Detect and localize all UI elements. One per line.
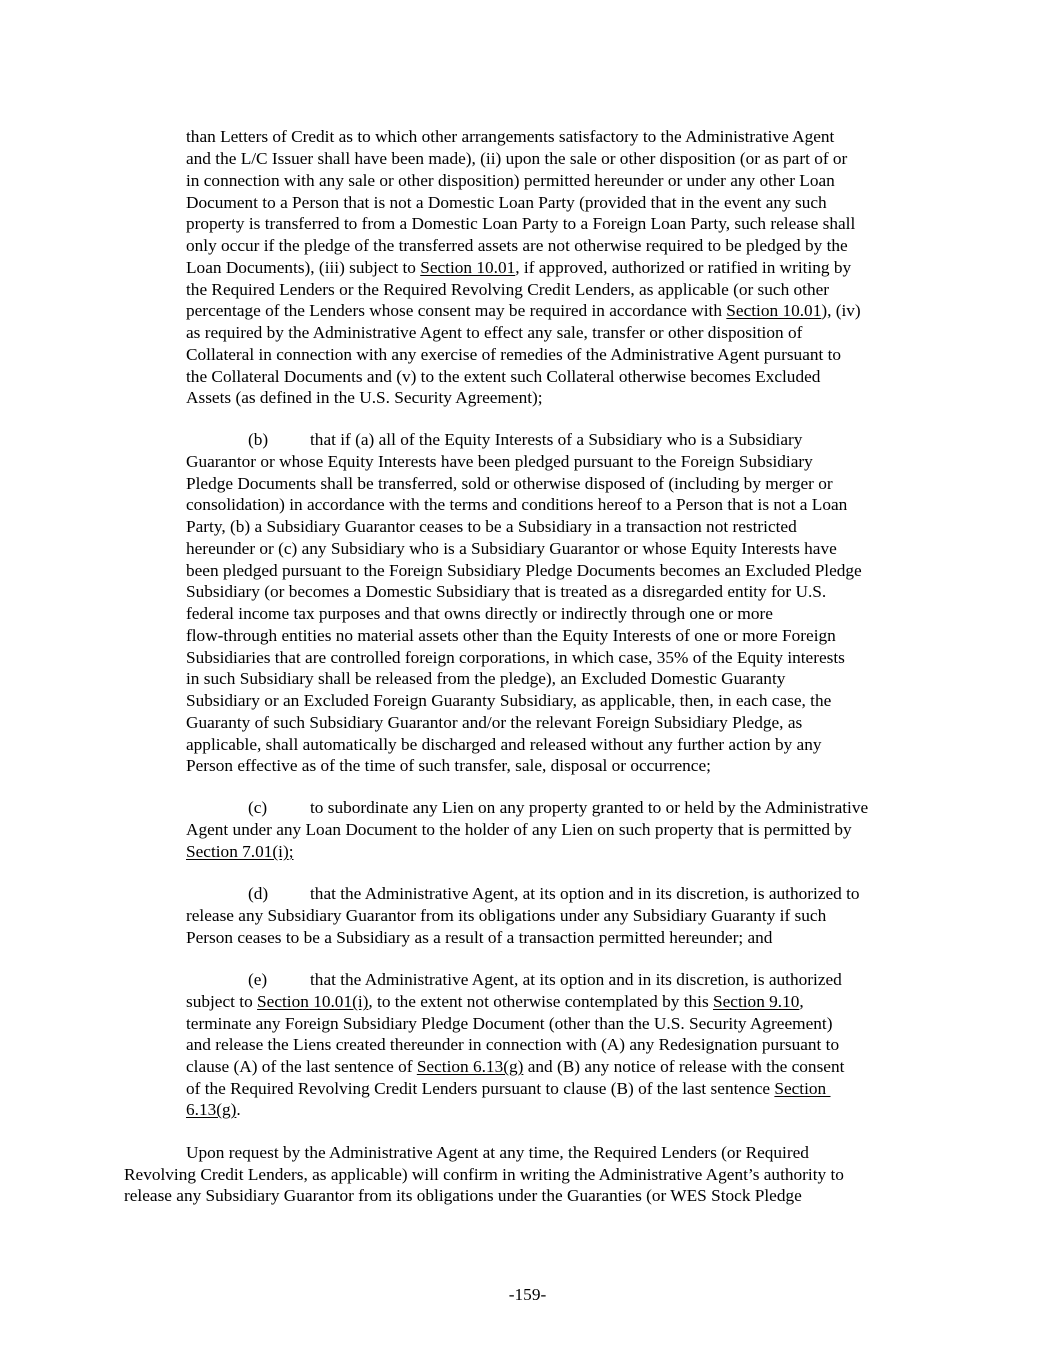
clause-label: (e) <box>248 970 268 989</box>
text-line: and the L/C Issuer shall have been made), (ii) upon the sale or other disposition (or as part of or <box>186 149 848 168</box>
text-run: ), (iv) <box>821 301 861 320</box>
text-line <box>186 841 294 863</box>
text-line: the Collateral Documents and (v) to the extent such Collateral otherwise becomes Excluded <box>186 367 821 386</box>
text-run: , <box>799 992 804 1011</box>
text-run: . <box>236 1100 241 1119</box>
section-reference-link[interactable]: Section <box>774 1079 831 1098</box>
section-reference-link[interactable]: Section 10.01(i) <box>257 992 369 1011</box>
text-run: that if (a) all of the Equity Interests of a Subsidiary who is a Subsidiary <box>310 430 803 449</box>
text-line: in connection with any sale or other disposition) permitted hereunder or under any other Loan <box>186 171 835 190</box>
text-line <box>248 883 860 905</box>
section-reference-link[interactable]: Section 10.01 <box>420 258 516 277</box>
text-line <box>186 1078 831 1100</box>
text-line: Subsidiary (or becomes a Domestic Subsidiary that is treated as a disregarded entity for U.S. <box>186 582 827 601</box>
text-line: consolidation) in accordance with the terms and conditions hereof to a Person that is not a Loan <box>186 495 848 514</box>
text-run: that the Administrative Agent, at its option and in its discretion, is authorized to <box>310 884 860 903</box>
section-reference-link[interactable]: Section 7.01(i) <box>186 842 289 861</box>
text-line: Subsidiaries that are controlled foreign corporations, in which case, 35% of the Equity interests <box>186 648 845 667</box>
text-line: Guarantor or whose Equity Interests have been pledged pursuant to the Foreign Subsidiary <box>186 452 813 471</box>
text-line: Party, (b) a Subsidiary Guarantor ceases to be a Subsidiary in a transaction not restricted <box>186 517 797 536</box>
text-line: in such Subsidiary shall be released from the pledge), an Excluded Domestic Guaranty <box>186 669 786 688</box>
text-run: clause (A) of the last sentence of <box>186 1057 417 1076</box>
text-line: Revolving Credit Lenders, as applicable) will confirm in writing the Administrative Agent’s authority to <box>124 1165 844 1184</box>
clause-label: (d) <box>248 884 269 903</box>
text-run: to subordinate any Lien on any property granted to or held by the Administrative <box>310 798 869 817</box>
text-line: Pledge Documents shall be transferred, sold or otherwise disposed of (including by merger or <box>186 474 833 493</box>
text-line: hereunder or (c) any Subsidiary who is a Subsidiary Guarantor or whose Equity Interests have <box>186 539 837 558</box>
text-line <box>248 969 842 991</box>
text-line: as required by the Administrative Agent to effect any sale, transfer or other disposition of <box>186 323 803 342</box>
text-line: applicable, shall automatically be discharged and released without any further action by any <box>186 735 822 754</box>
text-line: Upon request by the Administrative Agent at any time, the Required Lenders (or Required <box>186 1143 809 1162</box>
text-line: federal income tax purposes and that owns directly or indirectly through one or more <box>186 604 773 623</box>
text-line: terminate any Foreign Subsidiary Pledge Document (other than the U.S. Security Agreement) <box>186 1014 833 1033</box>
text-line <box>248 429 802 451</box>
text-line: Assets (as defined in the U.S. Security Agreement); <box>186 388 543 407</box>
text-line: than Letters of Credit as to which other arrangements satisfactory to the Administrative Agent <box>186 127 835 146</box>
text-line: the Required Lenders or the Required Revolving Credit Lenders, as applicable (or such other <box>186 280 830 299</box>
section-reference-link[interactable]: Section 6.13(g) <box>416 1057 524 1076</box>
page-number: -159- <box>508 1285 547 1304</box>
text-line <box>186 991 804 1013</box>
text-line: release any Subsidiary Guarantor from its obligations under the Guaranties (or WES Stock Pledge <box>124 1186 802 1205</box>
text-run: , if approved, authorized or ratified in writing by <box>515 258 852 277</box>
text-line: and release the Liens created thereunder in connection with (A) any Redesignation pursuant to <box>186 1035 840 1054</box>
text-run: Loan Documents), (iii) subject to <box>186 258 421 277</box>
text-run: ; <box>288 842 294 861</box>
text-line <box>186 300 861 322</box>
section-reference-link[interactable]: 6.13(g) <box>186 1100 237 1119</box>
text-line: Subsidiary or an Excluded Foreign Guaranty Subsidiary, as applicable, then, in each case, the <box>186 691 832 710</box>
text-line <box>186 257 851 279</box>
text-line: property is transferred to from a Domestic Loan Party to a Foreign Loan Party, such release shall <box>186 214 856 233</box>
text-line: Document to a Person that is not a Domestic Loan Party (provided that in the event any such <box>186 193 827 212</box>
text-line: flow-through entities no material assets other than the Equity Interests of one or more Foreign <box>186 626 836 645</box>
text-line <box>186 1099 241 1121</box>
section-reference-link[interactable]: Section 9.10 <box>713 992 800 1011</box>
text-line: Collateral in connection with any exercise of remedies of the Administrative Agent pursuant to <box>186 345 842 364</box>
text-run: subject to <box>186 992 258 1011</box>
text-run: that the Administrative Agent, at its option and in its discretion, is authorized <box>310 970 842 989</box>
clause-label: (c) <box>248 798 268 817</box>
text-line: only occur if the pledge of the transferred assets are not otherwise required to be pledged by the <box>186 236 848 255</box>
clause-label: (b) <box>248 430 269 449</box>
section-reference-link[interactable]: Section 10.01 <box>726 301 822 320</box>
text-line: Agent under any Loan Document to the holder of any Lien on such property that is permitted by <box>186 820 852 839</box>
text-line: Person effective as of the time of such transfer, sale, disposal or occurrence; <box>186 756 711 775</box>
text-line: release any Subsidiary Guarantor from its obligations under any Subsidiary Guaranty if such <box>186 906 827 925</box>
text-run: percentage of the Lenders whose consent may be required in accordance with <box>186 301 727 320</box>
text-line <box>186 1056 844 1078</box>
text-line <box>248 797 868 819</box>
text-run: , to the extent not otherwise contemplated by this <box>368 992 713 1011</box>
text-line: been pledged pursuant to the Foreign Subsidiary Pledge Documents becomes an Excluded Pledge <box>186 561 862 580</box>
text-line: Person ceases to be a Subsidiary as a result of a transaction permitted hereunder; and <box>186 928 773 947</box>
text-line: Guaranty of such Subsidiary Guarantor and/or the relevant Foreign Subsidiary Pledge, as <box>186 713 803 732</box>
text-run: of the Required Revolving Credit Lenders pursuant to clause (B) of the last sentence <box>186 1079 775 1098</box>
text-run: and (B) any notice of release with the consent <box>523 1057 845 1076</box>
